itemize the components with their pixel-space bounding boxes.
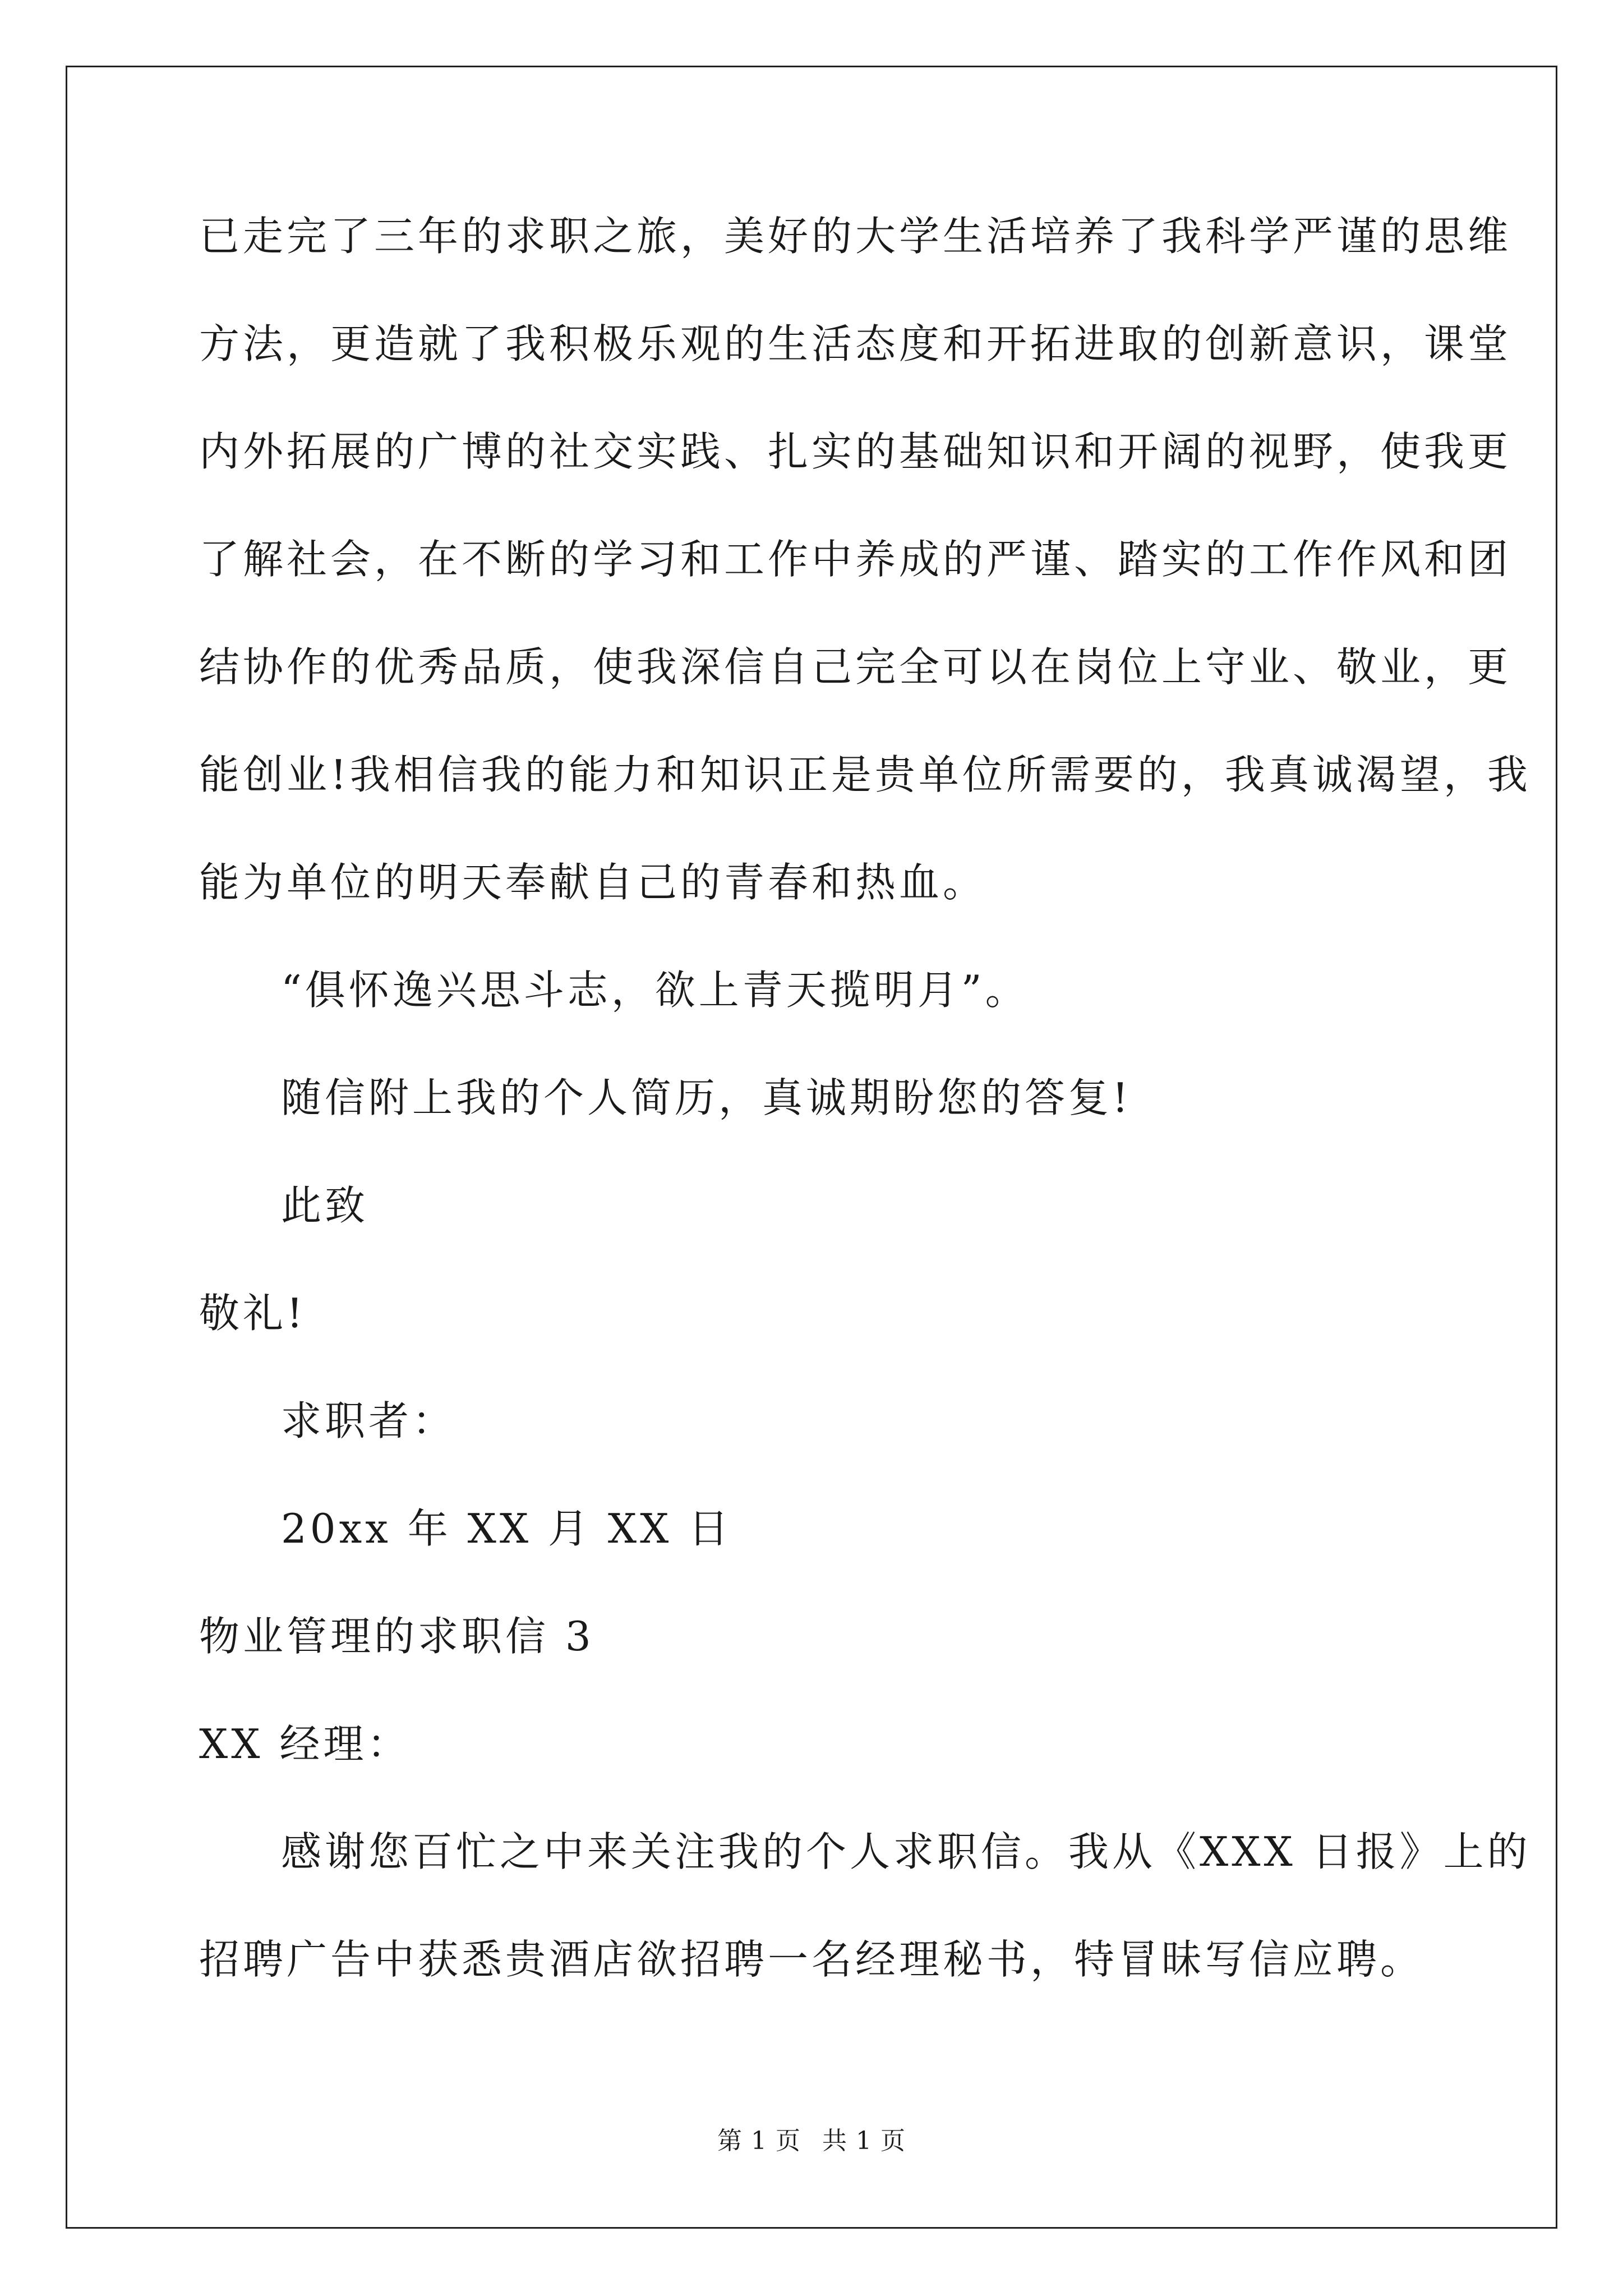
- body-line: 感谢您百忙之中来关注我的个人求职信。我从《XXX 日报》上的: [281, 1828, 1531, 1875]
- body-line: 能创业!我相信我的能力和知识正是贵单位所需要的，我真诚渴望，我: [199, 751, 1531, 798]
- body-line: 能为单位的明天奉献自己的青春和热血。: [199, 859, 987, 906]
- page-total: 共 1 页: [822, 2127, 906, 2155]
- salutation-line: 此致: [281, 1182, 369, 1229]
- body-line: 招聘广告中获悉贵酒店欲招聘一名经理秘书，特冒昧写信应聘。: [199, 1936, 1424, 1983]
- body-line: 已走完了三年的求职之旅，美好的大学生活培养了我科学严谨的思维: [199, 213, 1512, 260]
- body-line: 内外拓展的广博的社交实践、扎实的基础知识和开阔的视野，使我更: [199, 428, 1512, 475]
- body-line: 了解社会，在不断的学习和工作中养成的严谨、踏实的工作作风和团: [199, 536, 1512, 583]
- date-line: 20xx 年 XX 月 XX 日: [281, 1505, 732, 1552]
- signature-line: 求职者：: [281, 1397, 457, 1444]
- recipient-line: XX 经理：: [199, 1720, 411, 1768]
- page-footer: [0, 2129, 1623, 2154]
- document-body: [199, 213, 1531, 2047]
- page-number: 第 1 页: [717, 2127, 801, 2155]
- body-line: 结协作的优秀品质，使我深信自己完全可以在岗位上守业、敬业，更: [199, 643, 1512, 691]
- quote-line: “俱怀逸兴思斗志，欲上青天揽明月”。: [281, 967, 1029, 1014]
- section-title: 物业管理的求职信 3: [199, 1613, 594, 1660]
- body-line: 方法，更造就了我积极乐观的生活态度和开拓进取的创新意识，课堂: [199, 320, 1512, 367]
- salutation-line: 敬礼!: [199, 1290, 306, 1337]
- body-line: 随信附上我的个人简历，真诚期盼您的答复!: [281, 1074, 1132, 1121]
